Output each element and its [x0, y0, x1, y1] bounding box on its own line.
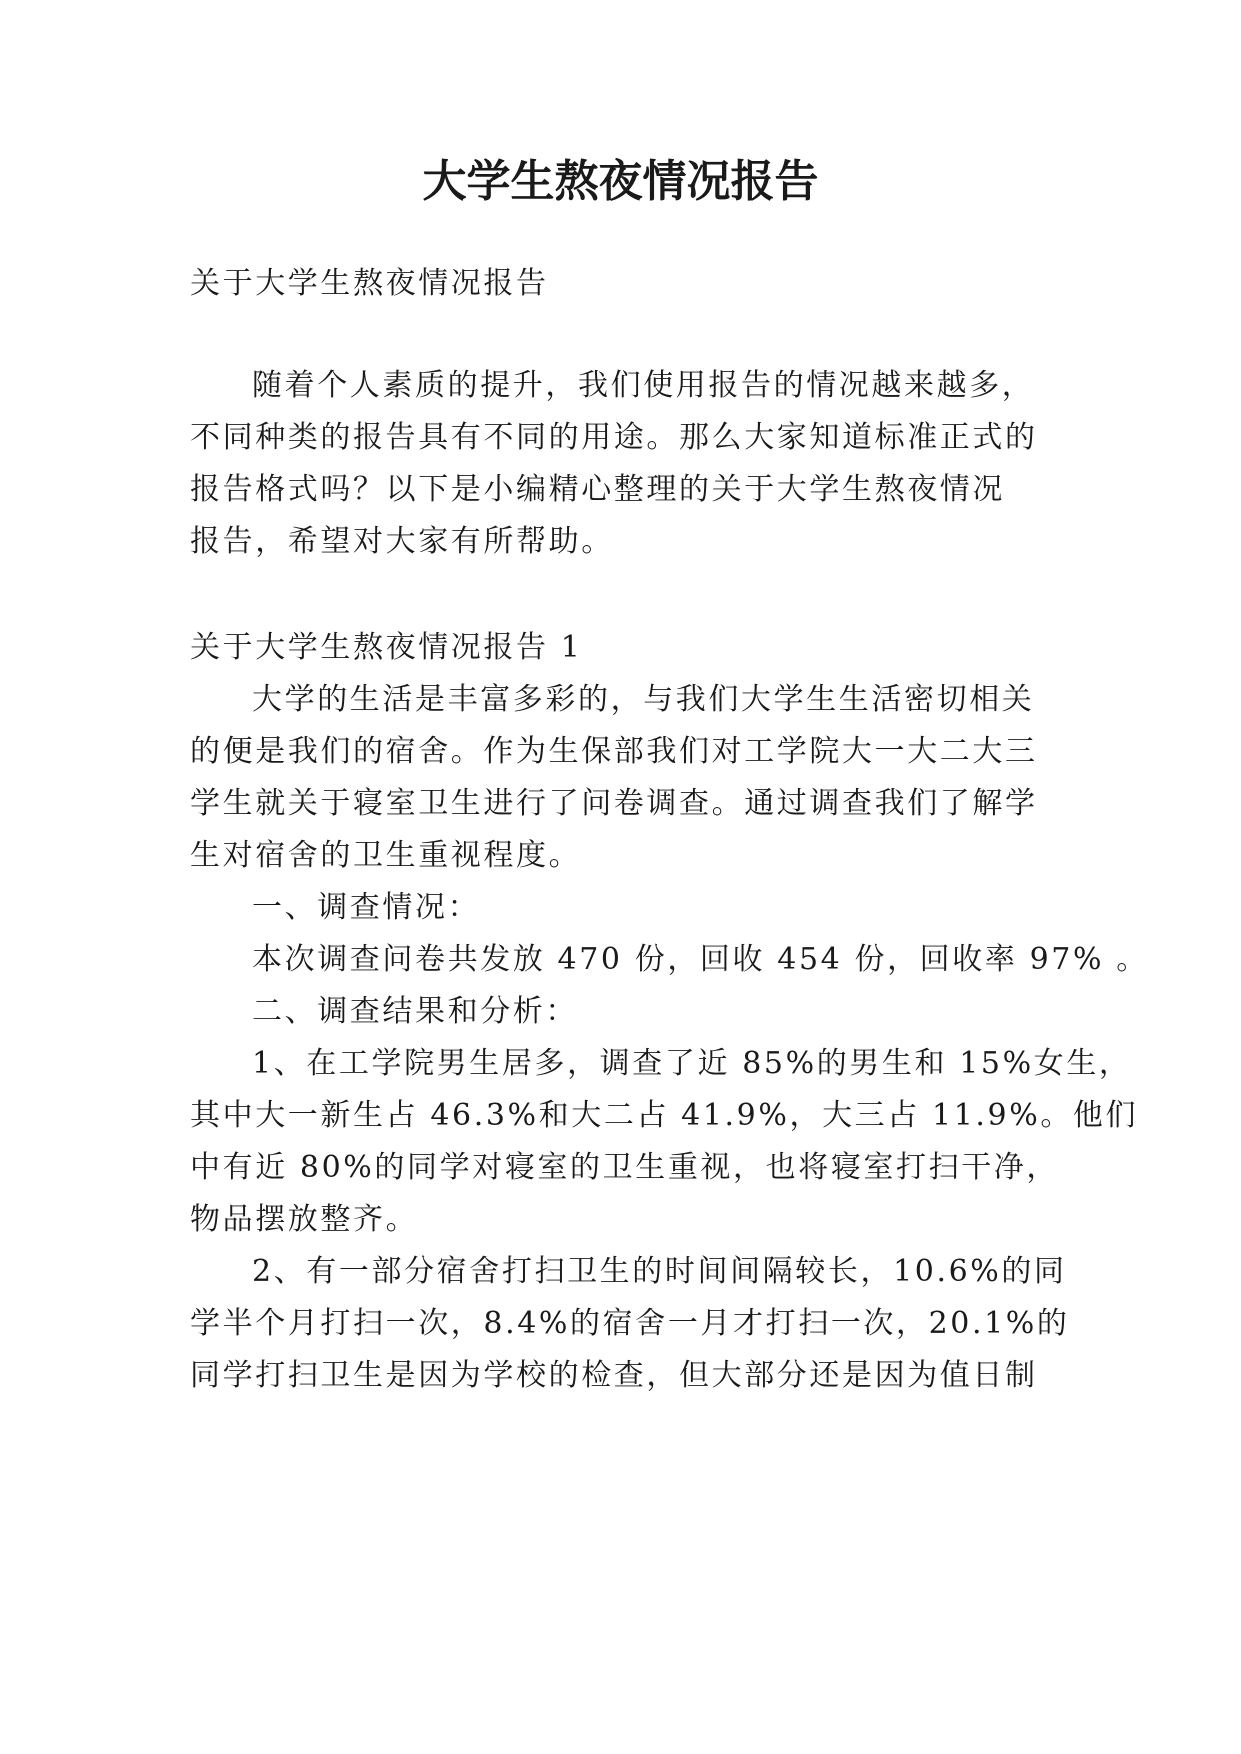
paragraph-line: 1、在工学院男生居多，调查了近 85%的男生和 15%女生， [252, 1046, 1132, 1081]
paragraph-line: 2、有一部分宿舍打扫卫生的时间间隔较长，10.6%的同 [252, 1254, 1067, 1289]
intro-line: 不同种类的报告具有不同的用途。那么大家知道标准正式的 [190, 420, 1038, 455]
paragraph-line: 大学的生活是丰富多彩的，与我们大学生生活密切相关 [252, 682, 1035, 717]
paragraph-line: 中有近 80%的同学对寝室的卫生重视，也将寝室打扫干净， [190, 1150, 1060, 1185]
paragraph-line: 同学打扫卫生是因为学校的检查，但大部分还是因为值日制 [190, 1358, 1038, 1393]
paragraph-line: 生对宿舍的卫生重视程度。 [190, 838, 582, 873]
paragraph-line: 物品摆放整齐。 [190, 1202, 419, 1237]
section-heading: 关于大学生熬夜情况报告 1 [190, 630, 583, 665]
item-text: 本次调查问卷共发放 470 份，回收 454 份，回收率 97% 。 [252, 942, 1149, 977]
document-subtitle: 关于大学生熬夜情况报告 [190, 266, 549, 301]
intro-line: 报告格式吗？以下是小编精心整理的关于大学生熬夜情况 [190, 472, 1005, 507]
item-heading: 二、调查结果和分析： [252, 994, 578, 1029]
paragraph-line: 学半个月打扫一次，8.4%的宿舍一月才打扫一次，20.1%的 [190, 1306, 1070, 1341]
paragraph-line: 的便是我们的宿舍。作为生保部我们对工学院大一大二大三 [190, 734, 1038, 769]
paragraph-line: 其中大一新生占 46.3%和大二占 41.9%，大三占 11.9%。他们 [190, 1098, 1139, 1133]
intro-line: 随着个人素质的提升，我们使用报告的情况越来越多， [252, 368, 1035, 403]
intro-line: 报告，希望对大家有所帮助。 [190, 524, 614, 559]
document-title: 大学生熬夜情况报告 [422, 156, 819, 207]
paragraph-line: 学生就关于寝室卫生进行了问卷调查。通过调查我们了解学 [190, 786, 1038, 821]
item-heading: 一、调查情况： [252, 890, 481, 925]
